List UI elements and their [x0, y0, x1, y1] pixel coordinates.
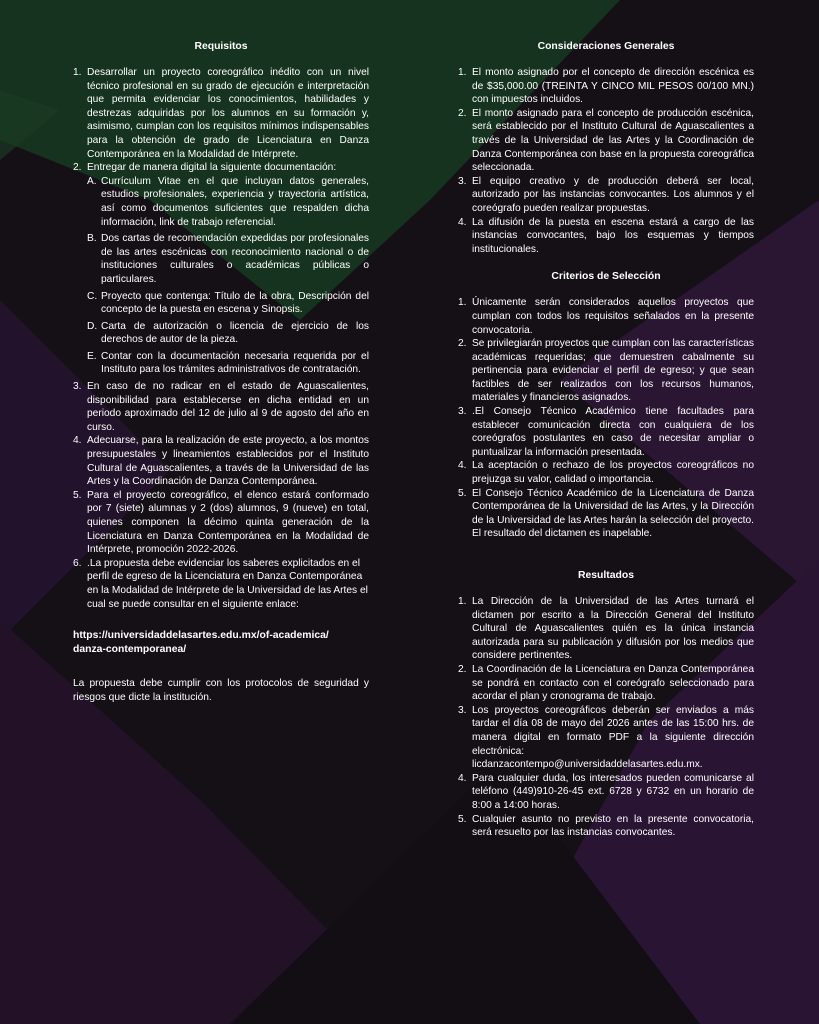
protocolos-note: La propuesta debe cumplir con los protocolos de seguridad y riesgos que dicte la institución. — [73, 678, 369, 703]
requisitos-list — [73, 66, 369, 611]
spacer — [458, 541, 754, 569]
item-text: La aceptación o rechazo de los proyectos coreográficos no prejuzga su valor, calidad o importancia. — [472, 460, 754, 486]
criterio-item-4 — [458, 459, 754, 486]
item-text: .La propuesta debe evidenciar los saberes explicitados en el perfil de egreso de la Licenciatura en Danza Contemporánea en la Modalidad de Intérprete de la Universidad de las Artes el cual se puede consultar en el siguiente enlace: — [87, 557, 368, 610]
item-number: 4. — [458, 460, 467, 472]
item-number: 1. — [458, 67, 467, 78]
resultado-item-4 — [458, 772, 754, 813]
requisito-item-1 — [73, 66, 369, 161]
criterio-item-3 — [458, 405, 754, 459]
item-number: 2. — [458, 663, 467, 675]
item-number: 2. — [458, 107, 467, 119]
item-number: 6. — [73, 557, 82, 569]
consideracion-item-4 — [458, 216, 754, 257]
item-number: 2. — [73, 162, 82, 174]
item-text: Se privilegiarán proyectos que cumplan con las características académicas requeridas; que demuestren cabalmente su pertinencia para evidenciar el perfil de egreso; y que sean factibles de ser realizados con los recursos humanos, materiales y financieros asignados. — [472, 338, 754, 404]
item-number: 1. — [458, 297, 467, 309]
subitem-letter: D. — [87, 320, 98, 332]
requisito-item-2 — [73, 161, 369, 377]
subitem-c — [87, 290, 369, 317]
subitem-b — [87, 232, 369, 286]
item-text: El equipo creativo y de producción deberá ser local, autorizado por las instancias convocantes. Los alumnos y el coreógrafo pueden realizar propuestas. — [472, 175, 754, 214]
subitem-letter: A. — [87, 175, 97, 187]
item-text: Desarrollar un proyecto coreográfico inédito con un nivel técnico profesional en su grado de ejecución e interpretación que permita evidenciar los conocimientos, habilidades y destrezas adquiridas por los alumnos en su formación y, asimismo, cumplan con los requisitos mínimos indispensables para la obtención de grado de Licenciatura en Danza Contemporánea en la Modalidad de Intérprete. — [87, 67, 369, 160]
requisito-item-3 — [73, 380, 369, 434]
item-number: 3. — [458, 175, 467, 187]
item-number: 1. — [73, 67, 82, 78]
item-number: 4. — [73, 435, 82, 447]
perfil-egreso-link[interactable] — [73, 629, 369, 657]
resultado-item-2 — [458, 663, 754, 704]
requisito-item-4 — [73, 434, 369, 488]
criterio-item-5 — [458, 487, 754, 541]
item-text: Para cualquier duda, los interesados pueden comunicarse al teléfono (449)910-26-45 ext. 6728 y 6732 en un horario de 8:00 a 14:00 horas. — [472, 772, 754, 811]
item-number: 2. — [458, 338, 467, 350]
item-number: 4. — [458, 216, 467, 228]
item-text: En caso de no radicar en el estado de Aguascalientes, disponibilidad para establecerse en dicha entidad en un periodo aproximado del 12 de julio al 9 de agosto del año en curso. — [87, 381, 369, 433]
subitem-letter: E. — [87, 350, 97, 362]
item-text: Únicamente serán considerados aquellos proyectos que cumplan con todos los requisitos señalados en la presente convocatoria. — [472, 297, 754, 336]
subitem-text: Contar con la documentación necesaria requerida por el Instituto para los trámites administrativos de contratación. — [101, 350, 369, 376]
link-line-2[interactable]: danza-contemporanea/ — [73, 644, 187, 656]
item-text: Adecuarse, para la realización de este proyecto, a los montos presupuestales y lineamientos establecidos por el Instituto Cultural de Aguascalientes, a través de la Universidad de las Artes y la Coordinación de Danza Contemporánea. — [87, 435, 369, 488]
subitem-letter: B. — [87, 233, 97, 245]
item-text: El Consejo Técnico Académico de la Licenciatura de Danza Contemporánea de la Universidad de las Artes, y la Dirección de la Universidad de las Artes harán la selección del proyecto. El resultado del dictamen es inapelable. — [472, 487, 754, 540]
subitem-letter: C. — [87, 290, 98, 302]
requisitos-column — [73, 40, 369, 704]
right-column — [458, 40, 754, 840]
requisito-item-5 — [73, 489, 369, 557]
subitem-text: Currículum Vitae en el que incluyan datos generales, estudios profesionales, experiencia y trayectoria artística, así como documentos suficientes que respalden dicha información, link de trabajo referencial. — [101, 175, 369, 228]
resultado-item-1 — [458, 595, 754, 663]
consideracion-item-1 — [458, 66, 754, 107]
consideracion-item-3 — [458, 175, 754, 216]
item-text: La difusión de la puesta en escena estará a cargo de las instancias convocantes, bajo los esquemas y tiempos institucionales. — [472, 216, 754, 255]
documentacion-sublist — [87, 175, 369, 377]
resultados-list — [458, 595, 754, 840]
resultados-title: Resultados — [577, 570, 634, 581]
resultado-item-5 — [458, 813, 754, 840]
item-number: 5. — [73, 489, 82, 501]
consideraciones-title: Consideraciones Generales — [537, 41, 675, 52]
item-number: 5. — [458, 813, 467, 825]
subitem-text: Dos cartas de recomendación expedidas por profesionales de las artes escénicas con reconocimiento nacional o de instituciones culturales o académicas públicas o particulares. — [101, 233, 369, 285]
subitem-e — [87, 350, 369, 377]
item-text: Para el proyecto coreográfico, el elenco estará conformado por 7 (siete) alumnas y 2 (dos) alumnos, 9 (nueve) en total, quienes componen la décimo quinta generación de la Licenciatura en Danza Contemporánea en la Modalidad de Intérprete, promoción 2022-2026. — [87, 489, 369, 556]
subitem-d — [87, 320, 369, 347]
link-line-1[interactable]: https://universidaddelasartes.edu.mx/of-academica/ — [73, 630, 329, 642]
subitem-a — [87, 175, 369, 229]
item-text: La Coordinación de la Licenciatura en Danza Contemporánea se pondrá en contacto con el coreógrafo seleccionado para acordar el plan y cronograma de trabajo. — [472, 663, 754, 703]
item-text: Entregar de manera digital la siguiente documentación: — [87, 162, 337, 174]
item-number: 3. — [73, 381, 82, 393]
criterios-list — [458, 296, 754, 541]
spacer — [458, 256, 754, 270]
criterio-item-1 — [458, 296, 754, 337]
item-text: Los proyectos coreográficos deberán ser enviados a más tardar el día 08 de mayo del 2026 antes de las 15:00 hrs. de manera digital en formato PDF a la siguiente dirección electrónica: licdanzacontempo@universidaddelasartes.edu.mx. — [472, 704, 754, 771]
item-number: 1. — [458, 596, 467, 607]
item-text: La Dirección de la Universidad de las Artes turnará el dictamen por escrito a la Dirección General del Instituto Cultural de Aguascalientes quién es la única instancia autorizada para su publicación y difusión por los medios que considere pertinentes. — [472, 596, 754, 662]
consideraciones-list — [458, 66, 754, 256]
item-text: .El Consejo Técnico Académico tiene facultades para establecer comunicación directa con cualquiera de los coreógrafos postulantes en caso de necesitar ampliar o puntualizar la información presentada. — [472, 406, 754, 458]
item-number: 5. — [458, 487, 467, 499]
consideracion-item-2 — [458, 107, 754, 175]
subitem-text: Carta de autorización o licencia de ejercicio de los derechos de autor de la pieza. — [101, 320, 369, 346]
item-text: Cualquier asunto no previsto en la presente convocatoria, será resuelto por las instancias convocantes. — [472, 813, 754, 839]
requisitos-title: Requisitos — [194, 41, 248, 52]
item-text: El monto asignado para el concepto de producción escénica, será establecido por el Instituto Cultural de Aguascalientes a través de la Universidad de las Artes y la Coordinación de Danza Contemporánea con base en la propuesta coreográfica seleccionada. — [472, 107, 754, 174]
item-text: El monto asignado por el concepto de dirección escénica es de $35,000.00 (TREINTA Y CINCO MIL PESOS 00/100 MN.) con impuestos incluidos. — [472, 67, 754, 106]
requisito-item-6 — [73, 557, 369, 611]
criterio-item-2 — [458, 337, 754, 405]
subitem-text: Proyecto que contenga: Título de la obra, Descripción del concepto de la puesta en escena y Sinopsis. — [101, 290, 369, 316]
item-number: 3. — [458, 406, 467, 418]
item-number: 4. — [458, 772, 467, 784]
criterios-title: Criterios de Selección — [551, 271, 661, 283]
item-number: 3. — [458, 704, 467, 716]
resultado-item-3 — [458, 704, 754, 772]
